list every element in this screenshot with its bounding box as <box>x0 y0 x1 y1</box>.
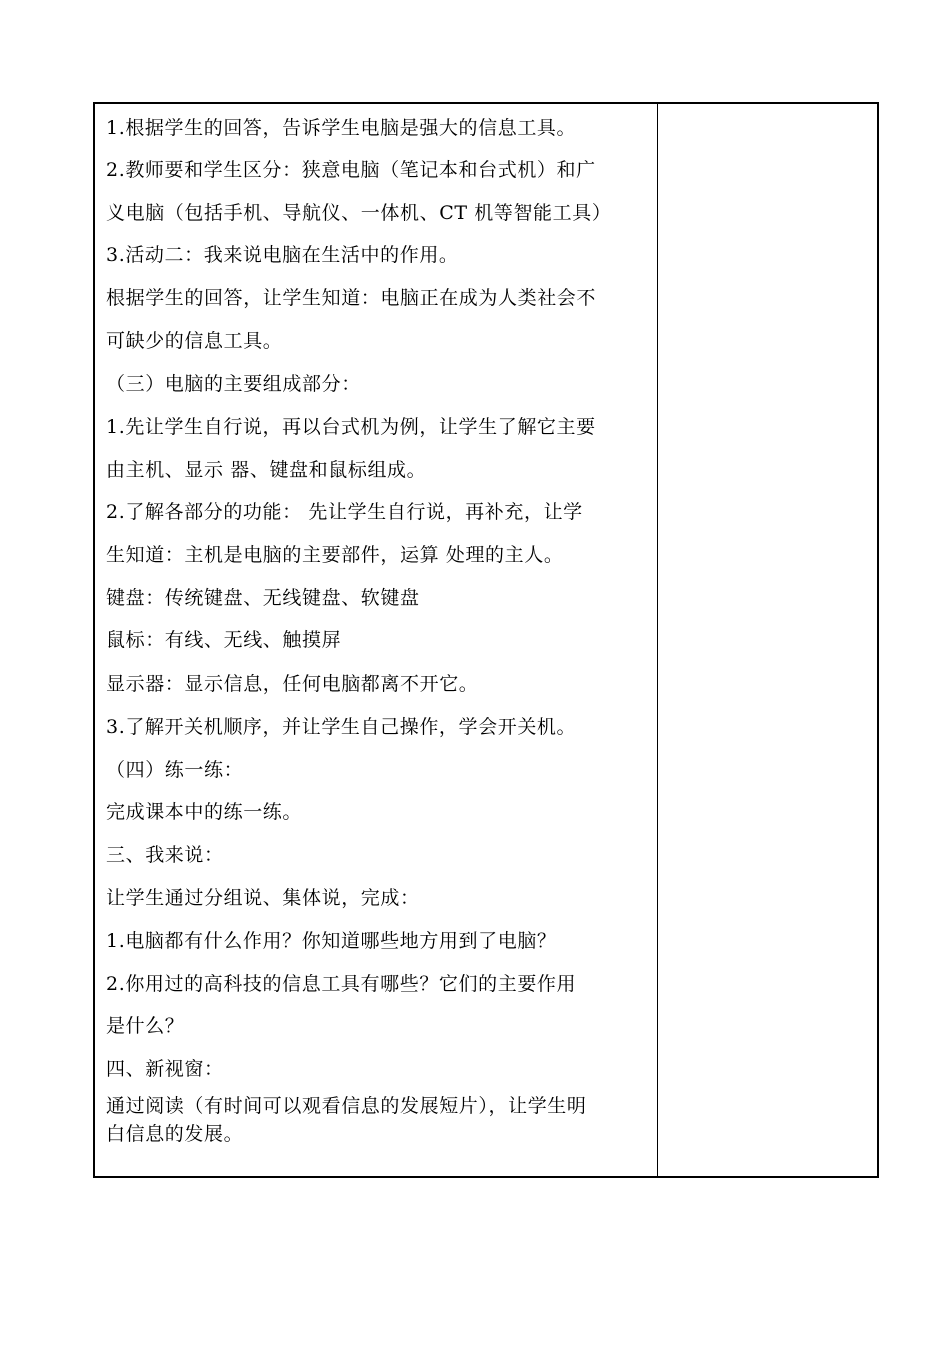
text-line: 通过阅读（有时间可以观看信息的发展短片），让学生明 <box>106 1095 587 1117</box>
text-line: 完成课本中的练一练。 <box>106 801 303 823</box>
text-line: （三）电脑的主要组成部分： <box>106 373 361 395</box>
column-divider <box>657 104 658 1176</box>
text-line: 四、新视窗： <box>106 1058 224 1080</box>
text-line: 显示器：显示信息，任何电脑都离不开它。 <box>106 673 479 695</box>
text-line: 三、我来说： <box>106 844 224 866</box>
text-line: 生知道：主机是电脑的主要部件，运算 处理的主人。 <box>106 544 564 566</box>
text-line: 2.教师要和学生区分：狭意电脑（笔记本和台式机）和广 <box>106 159 596 181</box>
text-line: 2.你用过的高科技的信息工具有哪些？它们的主要作用 <box>106 973 577 995</box>
text-line: 1.根据学生的回答，告诉学生电脑是强大的信息工具。 <box>106 117 577 139</box>
text-line: 是什么？ <box>106 1015 185 1037</box>
text-line: 3.了解开关机顺序，并让学生自己操作，学会开关机。 <box>106 716 577 738</box>
text-line: 2.了解各部分的功能： 先让学生自行说，再补充，让学 <box>106 501 583 523</box>
text-line: 键盘：传统键盘、无线键盘、软键盘 <box>106 587 420 609</box>
text-line: 1.先让学生自行说，再以台式机为例，让学生了解它主要 <box>106 416 596 438</box>
text-line: 白信息的发展。 <box>106 1123 244 1145</box>
lesson-table <box>93 102 879 1178</box>
text-line: 让学生通过分组说、集体说，完成： <box>106 887 420 909</box>
text-line: 根据学生的回答，让学生知道：电脑正在成为人类社会不 <box>106 287 597 309</box>
text-line: 鼠标：有线、无线、触摸屏 <box>106 629 342 651</box>
text-line: 可缺少的信息工具。 <box>106 330 283 352</box>
text-line: 由主机、显示 器、键盘和鼠标组成。 <box>106 459 427 481</box>
text-line: （四）练一练： <box>106 759 244 781</box>
text-line: 1.电脑都有什么作用？你知道哪些地方用到了电脑？ <box>106 930 557 952</box>
text-line: 义电脑（包括手机、导航仪、一体机、CT 机等智能工具） <box>106 202 612 224</box>
text-line: 3.活动二：我来说电脑在生活中的作用。 <box>106 244 459 266</box>
